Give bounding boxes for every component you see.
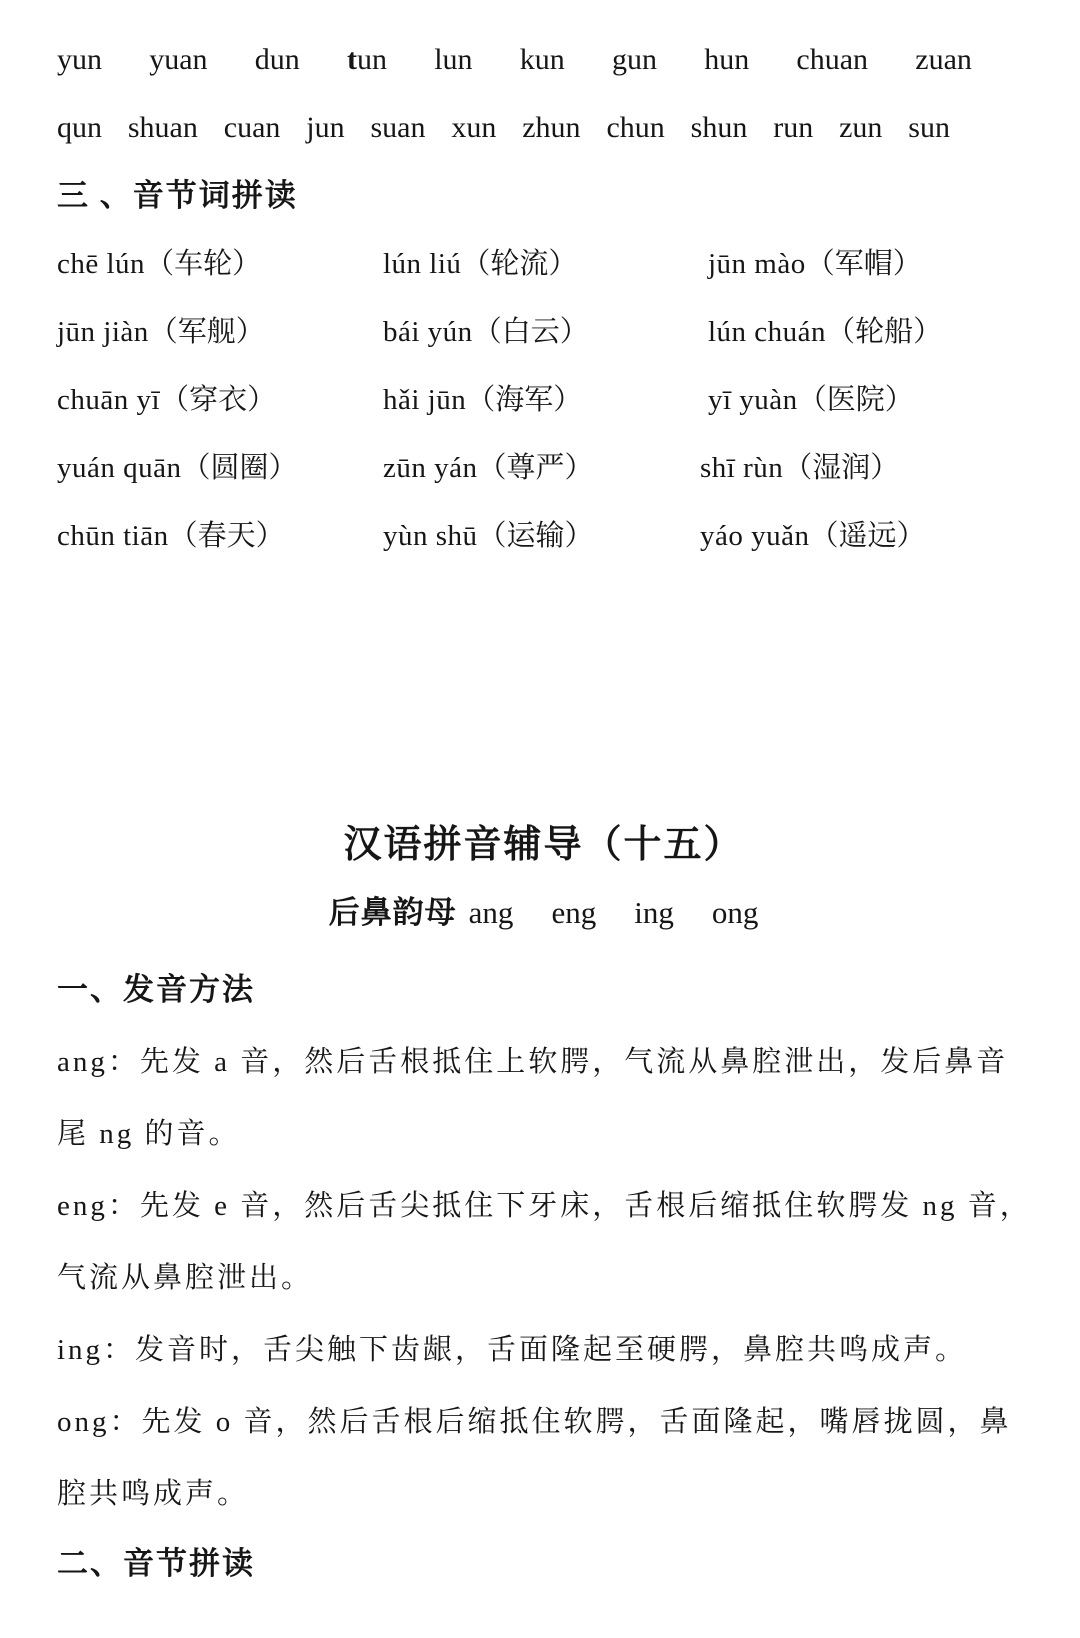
syllable: suan	[370, 111, 426, 144]
subtitle-label: 后鼻韵母	[328, 895, 457, 930]
word-entry	[57, 298, 383, 366]
word-hanzi: （轮流）	[461, 248, 578, 280]
word-hanzi: （湿润）	[783, 452, 900, 484]
syllable: hun	[704, 43, 750, 76]
syllable: cuan	[223, 111, 281, 144]
word-hanzi: （轮船）	[826, 316, 943, 348]
syllable: zuan	[915, 43, 972, 76]
syllable: zhun	[522, 111, 581, 144]
word-pinyin: zūn yán	[383, 452, 478, 484]
word-pinyin: bái yún	[383, 316, 473, 348]
syllable: chun	[606, 111, 665, 144]
word-hanzi: （军帽）	[805, 248, 922, 280]
word-pinyin: lún chuán	[708, 316, 827, 348]
syllable-row-1	[57, 26, 972, 94]
section3-heading: 三 、音节词拼读	[57, 178, 298, 213]
word-entry	[383, 434, 700, 502]
pronunciation-method-text	[57, 1026, 1030, 1530]
section1-heading: 一、发音方法	[57, 972, 255, 1007]
word-entry	[383, 230, 700, 298]
syllable: tun	[346, 43, 387, 76]
word-pinyin: yùn shū	[383, 520, 478, 552]
word-hanzi: （医院）	[797, 384, 914, 416]
word-hanzi: （运输）	[477, 520, 594, 552]
word-pinyin: jūn mào	[708, 248, 806, 280]
text-line: eng：先发 e 音，然后舌尖抵住下牙床，舌根后缩抵住软腭发 ng 音，	[57, 1190, 1032, 1222]
syllable: xun	[451, 111, 497, 144]
word-pinyin: chē lún	[57, 248, 146, 280]
word-pinyin: hǎi jūn	[383, 384, 467, 416]
syllable: sun	[908, 111, 950, 144]
syllable: chuan	[796, 43, 869, 76]
word-entry	[700, 366, 1030, 434]
syllable: kun	[519, 43, 565, 76]
word-pinyin: yáo yuǎn	[700, 520, 810, 552]
syllable: shuan	[127, 111, 198, 144]
syllable: zun	[839, 111, 883, 144]
syllable: gun	[611, 43, 657, 76]
word-pinyin: chuān yī	[57, 384, 161, 416]
word-hanzi: （海军）	[466, 384, 583, 416]
syllable: yun	[57, 43, 102, 76]
text-line: 尾 ng 的音。	[57, 1118, 241, 1150]
word-hanzi: （白云）	[472, 316, 589, 348]
text-line: 气流从鼻腔泄出。	[57, 1262, 314, 1294]
word-entry	[700, 298, 1030, 366]
text-line: ang：先发 a 音，然后舌根抵住上软腭，气流从鼻腔泄出，发后鼻音	[57, 1046, 1009, 1078]
syllable: qun	[57, 111, 102, 144]
word-entry	[700, 434, 1030, 502]
word-entry	[700, 502, 1030, 570]
lesson-title: 汉语拼音辅导（十五）	[343, 824, 744, 866]
word-table	[57, 230, 1030, 570]
syllable: dun	[254, 43, 300, 76]
word-entry	[383, 366, 700, 434]
syllable-row-2	[57, 94, 950, 162]
word-entry	[57, 230, 383, 298]
word-hanzi: （穿衣）	[160, 384, 277, 416]
syllable: yuan	[149, 43, 208, 76]
word-hanzi: （尊严）	[477, 452, 594, 484]
word-pinyin: yī yuàn	[708, 384, 798, 416]
word-hanzi: （春天）	[168, 520, 285, 552]
section2-heading: 二、音节拼读	[57, 1546, 255, 1581]
word-pinyin: yuán quān	[57, 452, 182, 484]
word-pinyin: lún liú	[383, 248, 462, 280]
word-hanzi: （军舰）	[148, 316, 265, 348]
final-ing: ing	[634, 895, 674, 930]
word-entry	[57, 366, 383, 434]
syllable: shun	[690, 111, 748, 144]
word-hanzi: （遥远）	[809, 520, 926, 552]
word-entry	[57, 434, 383, 502]
final-ong: ong	[711, 895, 759, 930]
word-entry	[383, 298, 700, 366]
syllable: jun	[306, 111, 345, 144]
lesson-subtitle	[57, 879, 1030, 947]
word-entry	[700, 230, 1030, 298]
word-entry	[57, 502, 383, 570]
text-line: ing：发音时，舌尖触下齿龈，舌面隆起至硬腭，鼻腔共鸣成声。	[57, 1334, 968, 1366]
final-eng: eng	[551, 895, 597, 930]
word-pinyin: jūn jiàn	[57, 316, 149, 348]
text-line: ong：先发 o 音，然后舌根后缩抵住软腭，舌面隆起，嘴唇拢圆，鼻	[57, 1406, 1012, 1438]
word-entry	[383, 502, 700, 570]
syllable: lun	[434, 43, 473, 76]
word-pinyin: chūn tiān	[57, 520, 169, 552]
word-hanzi: （圆圈）	[181, 452, 298, 484]
word-hanzi: （车轮）	[145, 248, 262, 280]
word-pinyin: shī rùn	[700, 452, 784, 484]
syllable: run	[773, 111, 814, 144]
final-ang: ang	[468, 895, 514, 930]
text-line: 腔共鸣成声。	[57, 1478, 250, 1510]
